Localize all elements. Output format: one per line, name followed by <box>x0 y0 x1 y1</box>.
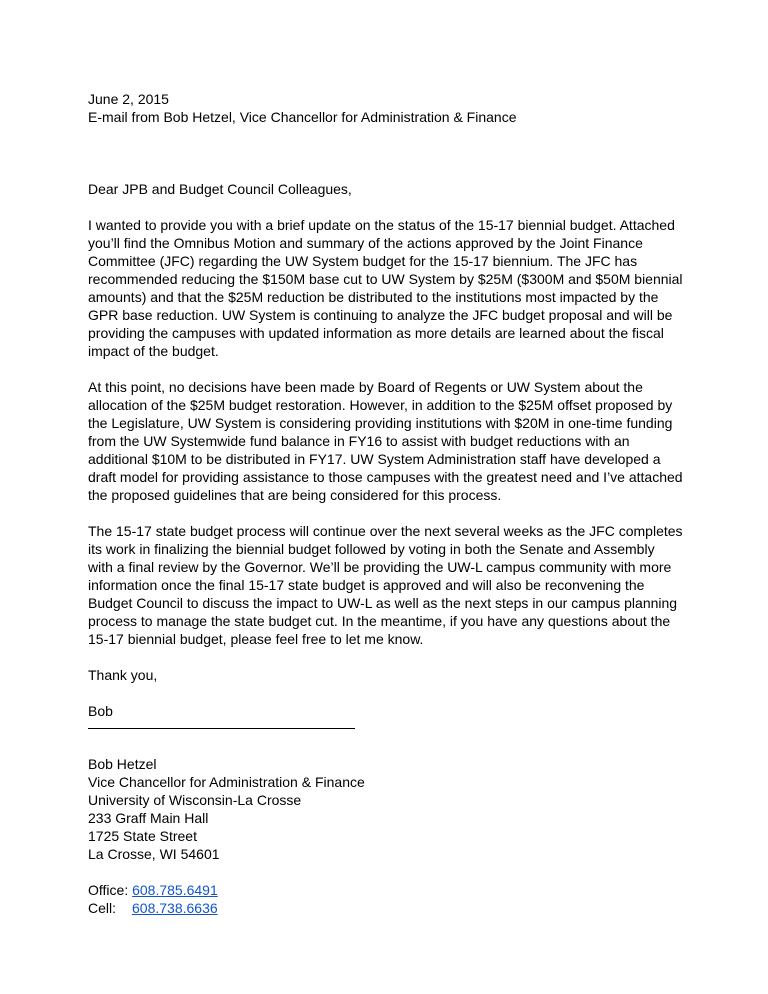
spacer <box>88 360 708 378</box>
spacer <box>88 126 708 180</box>
signature-address-line3: La Crosse, WI 54601 <box>88 846 220 862</box>
spacer <box>88 863 708 881</box>
cell-phone-link[interactable]: 608.738.6636 <box>132 900 218 916</box>
office-label: Office: <box>88 882 129 898</box>
email-subject: E-mail from Bob Hetzel, Vice Chancellor for Administration & Finance <box>88 109 517 125</box>
closing: Thank you, <box>88 667 158 683</box>
signoff: Bob <box>88 703 113 719</box>
spacer <box>88 504 708 522</box>
signature-address-line2: 1725 State Street <box>88 828 197 844</box>
signature-institution: University of Wisconsin-La Crosse <box>88 792 302 808</box>
signature-address-line1: 233 Graff Main Hall <box>88 810 209 826</box>
letter-content <box>88 90 708 917</box>
spacer <box>88 684 708 702</box>
office-phone-row <box>88 881 708 899</box>
paragraph-3: The 15-17 state budget process will continue over the next several weeks as the JFC completes its work in finalizing the biennial budget followed by voting in both the Senate and Assembly with a final review by the Governor. We’ll be providing the UW-L campus community with more information once the final 15-17 state budget is approved and will also be reconvening the Budget Council to discuss the impact to UW-L as well as the next steps in our campus planning process to manage the state budget cut. In the meantime, if you have any questions about the 15-17 biennial budget, please feel free to let me know. <box>88 523 683 647</box>
signature-block <box>88 755 708 917</box>
spacer <box>88 729 708 755</box>
paragraph-1: I wanted to provide you with a brief update on the status of the 15-17 biennial budget. Attached you’ll find the Omnibus Motion and summary of the actions approved by the Joint Finance Committee (JFC) regarding the UW System budget for the 15-17 biennium. The JFC has recommended reducing the $150M base cut to UW System by $25M ($300M and $50M biennial amounts) and that the $25M reduction be distributed to the institutions most impacted by the GPR base reduction. UW System is continuing to analyze the JFC budget proposal and will be providing the campuses with updated information as more details are learned about the fiscal impact of the budget. <box>88 217 683 359</box>
office-phone-link[interactable]: 608.785.6491 <box>132 882 218 898</box>
signature-name: Bob Hetzel <box>88 756 157 772</box>
paragraph-2: At this point, no decisions have been made by Board of Regents or UW System about the allocation of the $25M budget restoration. However, in addition to the $25M offset proposed by the Legislature, UW System is considering providing institutions with $20M in one-time funding from the UW Systemwide fund balance in FY16 to assist with budget reductions with an additional $10M to be distributed in FY17. UW System Administration staff have developed a draft model for providing assistance to those campuses with the greatest need and I’ve attached the proposed guidelines that are being considered for this process. <box>88 379 683 503</box>
spacer <box>88 648 708 666</box>
signature-title: Vice Chancellor for Administration & Finance <box>88 774 365 790</box>
cell-label: Cell: <box>88 900 117 916</box>
greeting: Dear JPB and Budget Council Colleagues, <box>88 181 352 197</box>
cell-phone-row <box>88 899 708 917</box>
spacer <box>88 198 708 216</box>
email-date: June 2, 2015 <box>88 91 169 107</box>
